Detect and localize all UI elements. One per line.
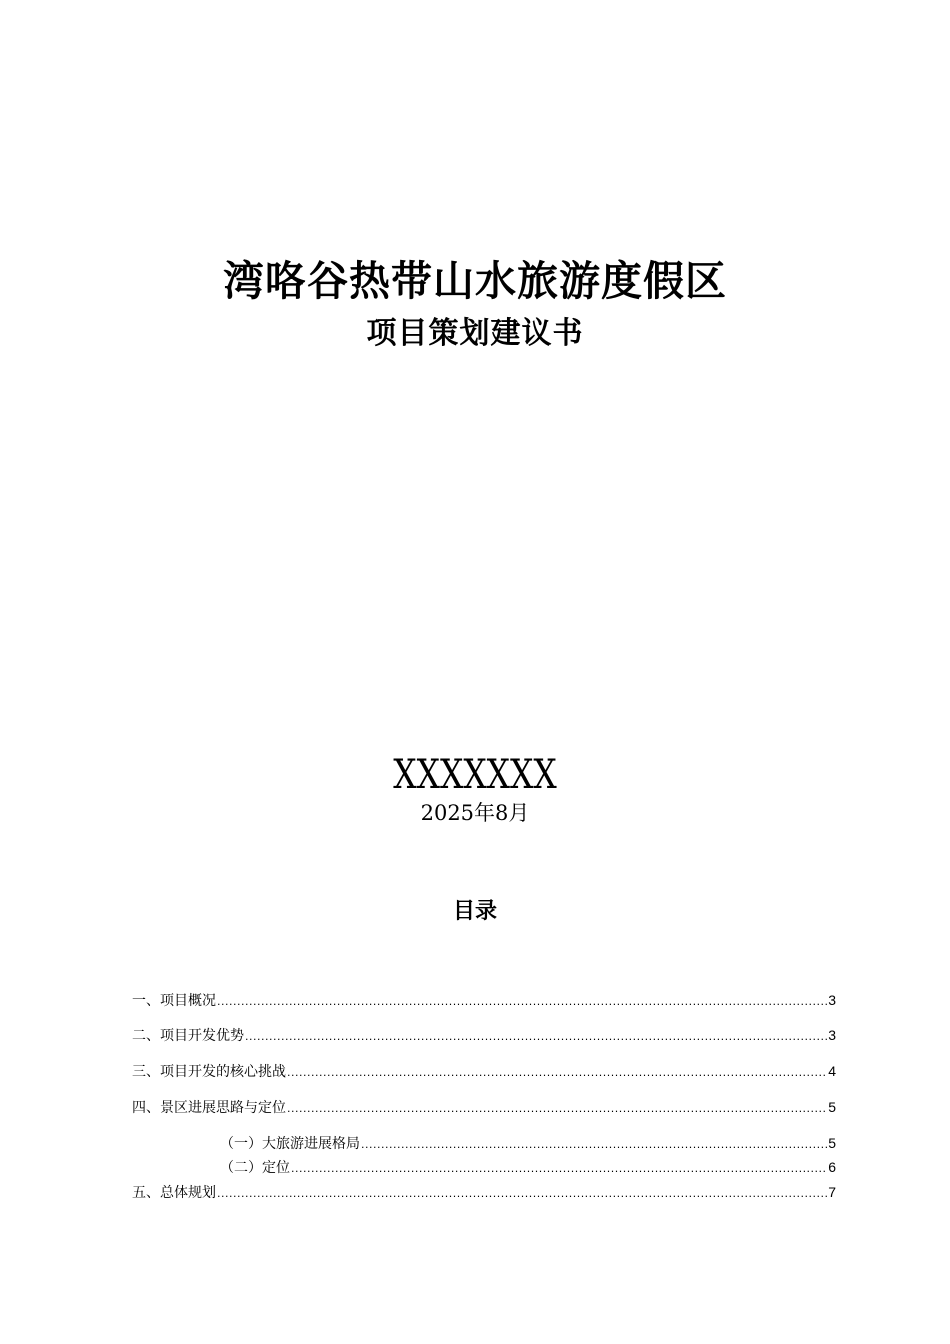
- toc-entry-label: （二）定位: [220, 1160, 290, 1176]
- toc-entry-1[interactable]: [132, 991, 836, 1009]
- toc-leader-dots: [291, 1160, 827, 1178]
- toc-page-number: 5: [828, 1135, 836, 1151]
- toc-page-number: 5: [828, 1099, 836, 1115]
- organization-name: XXXXXXX: [393, 752, 557, 798]
- document-date: 2025年8月: [420, 801, 530, 825]
- toc-entry-3[interactable]: [132, 1062, 836, 1080]
- toc-entry-2[interactable]: [132, 1026, 836, 1044]
- toc-leader-dots: [287, 1100, 827, 1118]
- toc-page-number: 3: [828, 992, 836, 1008]
- toc-page-number: 3: [828, 1027, 836, 1043]
- toc-leader-dots: [217, 993, 827, 1011]
- document-subtitle: 项目策划建议书: [366, 316, 584, 351]
- toc-entry-label: 三、项目开发的核心挑战: [132, 1064, 286, 1080]
- toc-page-number: 4: [828, 1063, 836, 1079]
- toc-entry-label: 四、景区进展思路与定位: [132, 1100, 286, 1116]
- toc-entry-7[interactable]: [132, 1183, 836, 1201]
- toc-entry-label: 一、项目概况: [132, 993, 216, 1009]
- toc-entry-4[interactable]: [132, 1098, 836, 1116]
- toc-heading: 目录: [452, 899, 497, 924]
- toc-entry-label: 五、总体规划: [132, 1185, 216, 1201]
- toc-page-number: 6: [828, 1159, 836, 1175]
- document-title: 湾咯谷热带山水旅游度假区: [223, 257, 727, 305]
- toc-entry-label: 二、项目开发优势: [132, 1028, 244, 1044]
- toc-leader-dots: [217, 1185, 827, 1203]
- toc-leader-dots: [361, 1136, 827, 1154]
- toc-page-number: 7: [828, 1184, 836, 1200]
- toc-leader-dots: [245, 1028, 827, 1046]
- toc-entry-label: （一）大旅游进展格局: [220, 1136, 360, 1152]
- toc-entry-5[interactable]: [220, 1134, 836, 1152]
- toc-leader-dots: [287, 1064, 827, 1082]
- toc-entry-6[interactable]: [220, 1158, 836, 1176]
